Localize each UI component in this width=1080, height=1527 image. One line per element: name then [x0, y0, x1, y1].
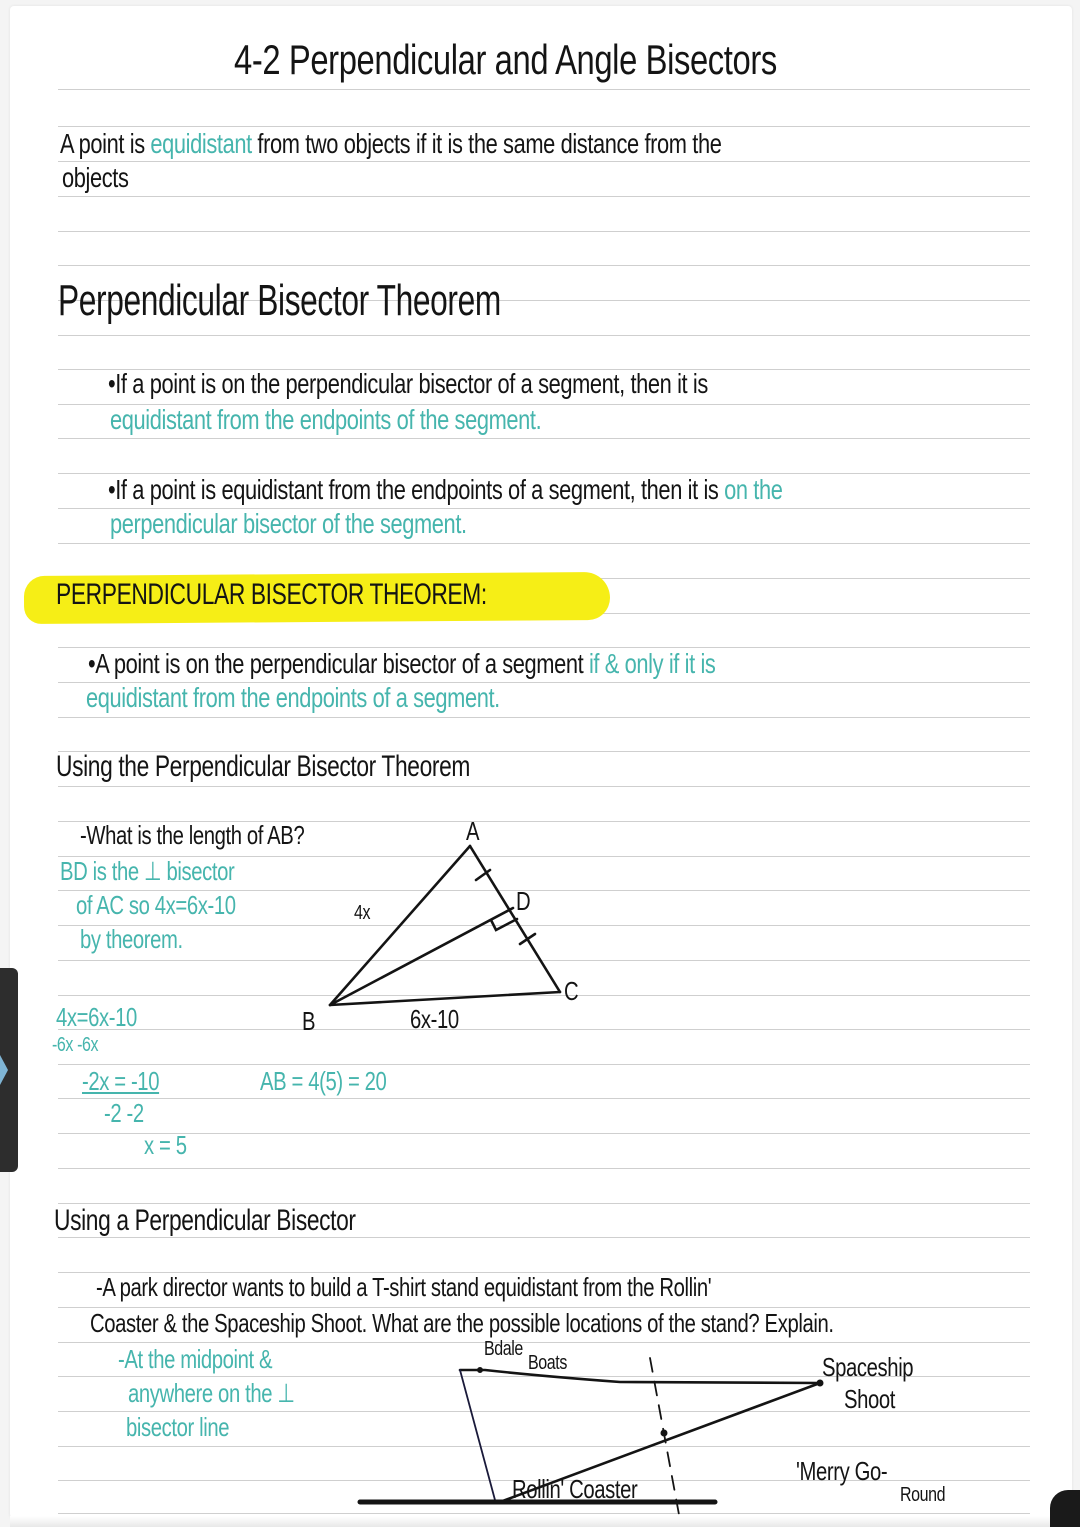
side-label-ab: 4x — [354, 902, 371, 924]
vertex-label-d: D — [516, 886, 531, 916]
example-2-question-line-1: -A park director wants to build a T-shirt stand equidistant from the Rollin' — [96, 1272, 712, 1302]
vertex-label-b: B — [302, 1006, 316, 1036]
work-equation-1: 4x=6x-10 — [56, 1002, 137, 1032]
answer-line-1: -At the midpoint & — [118, 1344, 273, 1374]
example-2-heading: Using a Perpendicular Bisector — [54, 1204, 356, 1237]
work-divisors: -2 -2 — [104, 1098, 144, 1128]
reasoning-line-2: of AC so 4x=6x-10 — [76, 890, 236, 920]
map-label-merry-go-round-1: 'Merry Go- — [796, 1456, 888, 1486]
section-heading-perpendicular-bisector-theorem: Perpendicular Bisector Theorem — [58, 276, 501, 325]
answer-line-3: bisector line — [126, 1412, 230, 1442]
work-result: x = 5 — [144, 1130, 187, 1160]
biconditional-statement: •A point is on the perpendicular bisector of a segment if & only if it is — [88, 648, 716, 679]
converse-bullet-conclusion: perpendicular bisector of the segment. — [110, 508, 467, 539]
example-2-question-line-2: Coaster & the Spaceship Shoot. What are the possible locations of the stand? Explain. — [90, 1308, 834, 1338]
example-1-heading: Using the Perpendicular Bisector Theorem — [56, 750, 470, 783]
reasoning-line-3: by theorem. — [80, 924, 183, 954]
biconditional-conclusion: equidistant from the endpoints of a segment. — [86, 682, 500, 713]
definition-line-2: objects — [62, 162, 129, 193]
side-label-bc: 6x-10 — [410, 1004, 459, 1034]
theorem-bullet-1: •If a point is on the perpendicular bisector of a segment, then it is — [108, 368, 708, 399]
map-label-bumper-boats-2: Boats — [528, 1352, 567, 1374]
theorem-bullet-1-conclusion: equidistant from the endpoints of the segment. — [110, 404, 542, 435]
map-label-spaceship-2: Shoot — [844, 1384, 896, 1414]
reasoning-line-1: BD is the ⊥ bisector — [60, 856, 235, 886]
work-equation-2: -2x = -10 — [82, 1066, 160, 1096]
map-label-bumper-boats-1: Bdale — [484, 1338, 523, 1360]
highlighted-theorem-heading: PERPENDICULAR BISECTOR THEOREM: — [56, 578, 487, 611]
work-answer: AB = 4(5) = 20 — [260, 1066, 387, 1096]
map-label-spaceship-1: Spaceship — [822, 1352, 914, 1382]
work-step-subtract: -6x -6x — [52, 1034, 99, 1056]
example-1-question: -What is the length of AB? — [80, 820, 305, 850]
map-label-merry-go-round-2: Round — [900, 1484, 946, 1506]
answer-line-2: anywhere on the ⊥ — [128, 1378, 295, 1408]
term-equidistant: equidistant — [150, 128, 252, 159]
vertex-label-a: A — [466, 816, 480, 846]
map-label-coaster: Rollin' Coaster — [512, 1474, 638, 1504]
page-title: 4-2 Perpendicular and Angle Bisectors — [234, 36, 777, 83]
vertex-label-c: C — [564, 976, 579, 1006]
definition-line-1: A point is equidistant from two objects if it is the same distance from the — [60, 128, 722, 159]
converse-bullet: •If a point is equidistant from the endpoints of a segment, then it is on the — [108, 474, 783, 505]
